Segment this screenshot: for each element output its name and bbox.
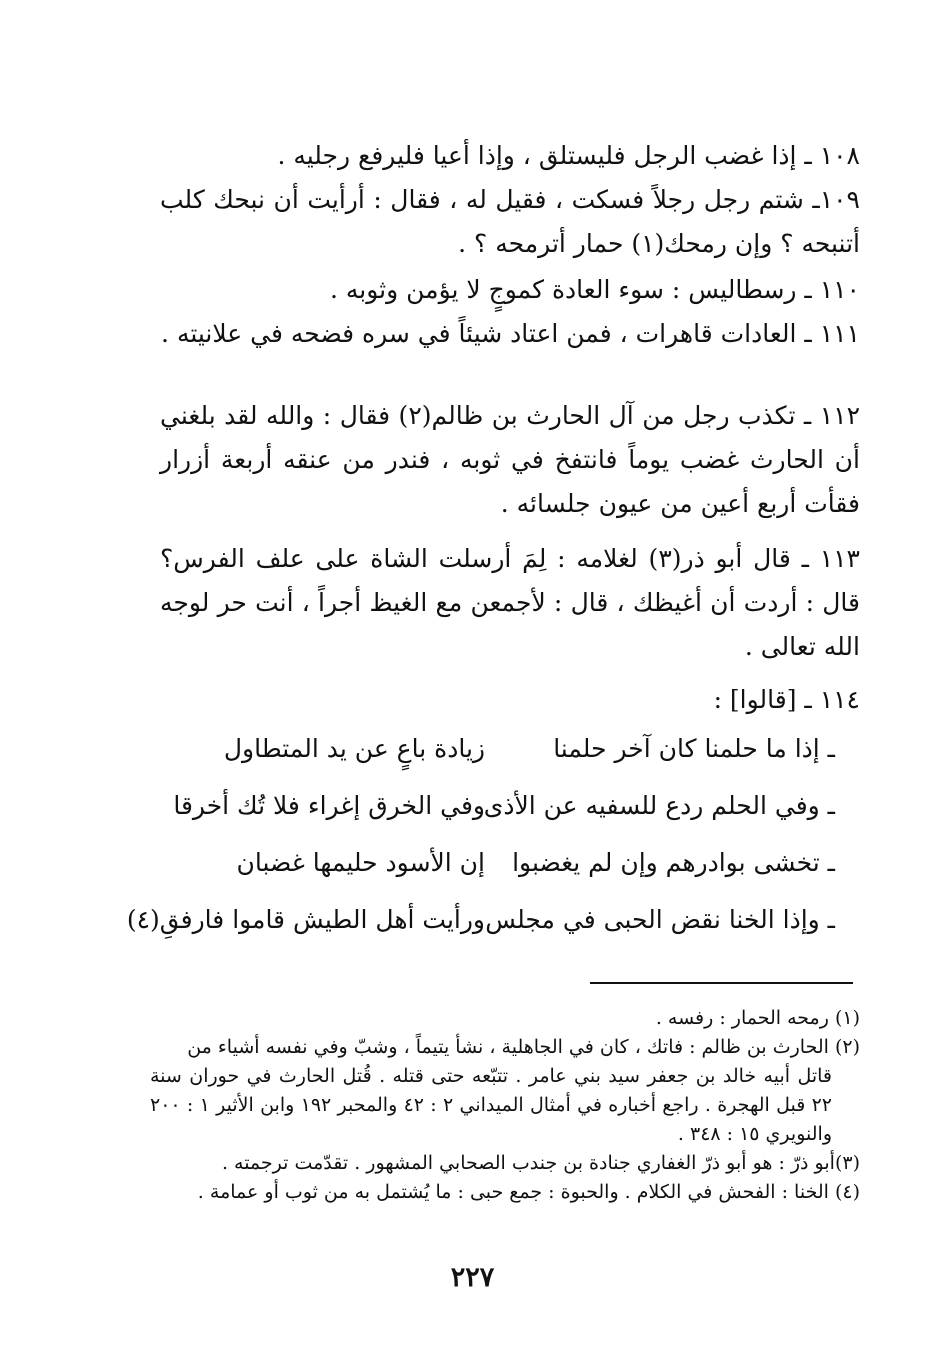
verse-second-hemistich: وفي الخرق إغراء فلا تُك أخرقا: [173, 791, 485, 820]
paragraph-114: ١١٤ ـ [قالوا] :: [713, 685, 860, 714]
verse-second-hemistich: إن الأسود حليمها غضبان: [236, 848, 485, 877]
footnote-2: (٢) الحارث بن ظالم : فاتك ، كان في الجاهلية ، نشأ يتيماً ، وشبّ وفي نفسه أشياء من: [187, 1036, 860, 1058]
poem-verse: [175, 784, 835, 841]
poem-verse: [175, 727, 835, 784]
paragraph-111: ١١١ ـ العادات قاهرات ، فمن اعتاد شيئاً في سره فضحه في علانيته .: [161, 319, 860, 348]
poem-verse: [175, 841, 835, 898]
footnote-4: (٤) الخنا : الفحش في الكلام . والحبوة : جمع حبى : ما يُشتمل به من ثوب أو عمامة .: [197, 1181, 860, 1203]
verse-second-hemistich: ورأيت أهل الطيش قاموا فارفقِ(٤): [126, 905, 485, 934]
paragraph-112: ١١٢ ـ تكذب رجل من آل الحارث بن ظالم(٢) فقال : والله لقد بلغني أن الحارث غضب يوماً فانتفخ في ثوبه ، فندر من عنقه أربعة أزرار فقأت أربع أعين من عيون جلسائه .: [160, 401, 861, 518]
paragraph-110: ١١٠ ـ رسطاليس : سوء العادة كموجٍ لا يؤمن وثوبه .: [330, 275, 860, 304]
main-text-block-4: [160, 537, 860, 669]
footnote-2-continued: قاتل أبيه خالد بن جعفر سيد بني عامر . تتبّعه حتى قتله . قُتل الحارث في حوران سنة ٢٢ قبل الهجرة . راجع أخباره في أمثال الميداني ٢ : ٤٢ والمحبر ١٩٢ وابن الأثير ١ : ٢٠٠ والنويري ١٥ : ٣٤٨ .: [150, 1065, 833, 1145]
footnote-1: (١) رمحه الحمار : رفسه .: [655, 1007, 860, 1029]
paragraph-113: ١١٣ ـ قال أبو ذر(٣) لغلامه : لِمَ أرسلت الشاة على علف الفرس؟ قال : أردت أن أغيظك ، قال : لأجمعن مع الغيظ أجراً ، أنت حر لوجه الله تعالى .: [160, 544, 860, 661]
verse-first-hemistich: ـ إذا ما حلمنا كان آخر حلمنا: [553, 734, 835, 763]
verse-first-hemistich: ـ تخشى بوادرهم وإن لم يغضبوا: [512, 848, 835, 877]
verse-second-hemistich: زيادة باعٍ عن يد المتطاول: [223, 734, 485, 763]
footnotes: [150, 1004, 860, 1207]
main-text-block-2: [160, 268, 860, 356]
verse-first-hemistich: ـ وإذا الخنا نقض الحبى في مجلس: [485, 905, 835, 934]
footnote-3: (٣)أبو ذرّ : هو أبو ذرّ الغفاري جنادة بن جندب الصحابي المشهور . تقدّمت ترجمته .: [221, 1152, 860, 1174]
main-text-block-3: [160, 394, 860, 526]
main-text-block-5: [160, 678, 860, 722]
poem: [126, 727, 835, 955]
poem-verse: [126, 898, 835, 955]
verse-first-hemistich: ـ وفي الحلم ردع للسفيه عن الأذى: [483, 791, 835, 820]
footnote-divider: [590, 982, 853, 984]
paragraph-109: ١٠٩ـ شتم رجل رجلاً فسكت ، فقيل له ، فقال : أرأيت أن نبحك كلب أتنبحه ؟ وإن رمحك(١) حمار أترمحه ؟ .: [160, 185, 860, 258]
page-number: ٢٢٧: [450, 1262, 495, 1293]
paragraph-108: ١٠٨ ـ إذا غضب الرجل فليستلق ، وإذا أعيا فليرفع رجليه .: [277, 141, 860, 170]
main-text-block-1: [160, 134, 860, 266]
